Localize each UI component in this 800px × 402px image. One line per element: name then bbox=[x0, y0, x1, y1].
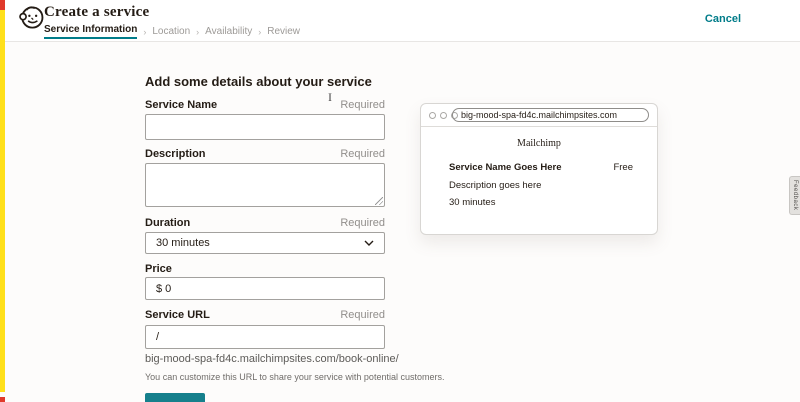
breadcrumb-separator: › bbox=[196, 26, 200, 37]
address-bar-url: big-mood-spa-fd4c.mailchimpsites.com bbox=[461, 110, 618, 120]
textarea-resize-handle[interactable] bbox=[375, 197, 383, 205]
breadcrumb-step-service-information[interactable]: Service Information bbox=[44, 24, 137, 39]
breadcrumb-step-location[interactable]: Location bbox=[152, 26, 191, 37]
gif-edge-strip bbox=[0, 0, 5, 402]
gif-progress-red-top bbox=[0, 0, 5, 10]
price-label: Price bbox=[145, 263, 172, 275]
breadcrumb-step-review[interactable]: Review bbox=[267, 26, 301, 37]
preview-service-price: Free bbox=[613, 162, 633, 173]
save-button[interactable] bbox=[145, 393, 205, 402]
cancel-button[interactable]: Cancel bbox=[704, 13, 741, 25]
preview-duration-row bbox=[449, 197, 633, 208]
chevron-down-icon bbox=[364, 240, 374, 246]
page-header bbox=[5, 0, 800, 42]
description-required-badge: Required bbox=[340, 148, 385, 160]
url-help-text: You can customize this URL to share your service with potential customers. bbox=[145, 372, 445, 382]
description-textarea[interactable] bbox=[145, 163, 385, 207]
service-name-required-badge: Required bbox=[340, 99, 385, 111]
breadcrumb bbox=[44, 24, 300, 39]
service-name-input[interactable] bbox=[145, 114, 385, 140]
site-preview-panel bbox=[420, 103, 658, 235]
preview-description: Description goes here bbox=[449, 180, 542, 191]
description-label: Description bbox=[145, 148, 206, 160]
mailchimp-freddie-logo bbox=[18, 4, 45, 31]
window-dot-icon bbox=[440, 112, 447, 119]
breadcrumb-separator: › bbox=[143, 26, 147, 37]
window-dot-icon bbox=[429, 112, 436, 119]
preview-duration: 30 minutes bbox=[449, 197, 496, 208]
service-url-required-badge: Required bbox=[340, 309, 385, 321]
service-url-label: Service URL bbox=[145, 309, 210, 321]
brand-yellow-strip bbox=[0, 10, 5, 392]
browser-chrome-bar bbox=[421, 104, 657, 127]
breadcrumb-separator: › bbox=[258, 26, 262, 37]
address-bar bbox=[452, 108, 649, 122]
ibeam-cursor-icon: I bbox=[328, 90, 332, 104]
feedback-tab-label: Feedback bbox=[792, 180, 798, 211]
preview-service-name: Service Name Goes Here bbox=[449, 162, 562, 173]
gif-progress-red-bottom bbox=[0, 397, 5, 402]
duration-label: Duration bbox=[145, 217, 191, 229]
form-heading: Add some details about your service bbox=[145, 74, 372, 89]
duration-select[interactable] bbox=[145, 232, 385, 254]
duration-selected-value: 30 minutes bbox=[156, 237, 210, 249]
feedback-tab[interactable] bbox=[789, 176, 800, 215]
page-title: Create a service bbox=[44, 4, 150, 20]
duration-required-badge: Required bbox=[340, 217, 385, 229]
price-input[interactable] bbox=[145, 277, 385, 300]
service-name-label: Service Name bbox=[145, 99, 218, 111]
full-url-preview: big-mood-spa-fd4c.mailchimpsites.com/book-online/ bbox=[145, 353, 399, 365]
preview-service-row bbox=[449, 162, 633, 173]
preview-description-row bbox=[449, 180, 633, 191]
breadcrumb-step-availability[interactable]: Availability bbox=[205, 26, 253, 37]
service-url-input[interactable] bbox=[145, 325, 385, 349]
preview-site-title: Mailchimp bbox=[517, 138, 561, 149]
